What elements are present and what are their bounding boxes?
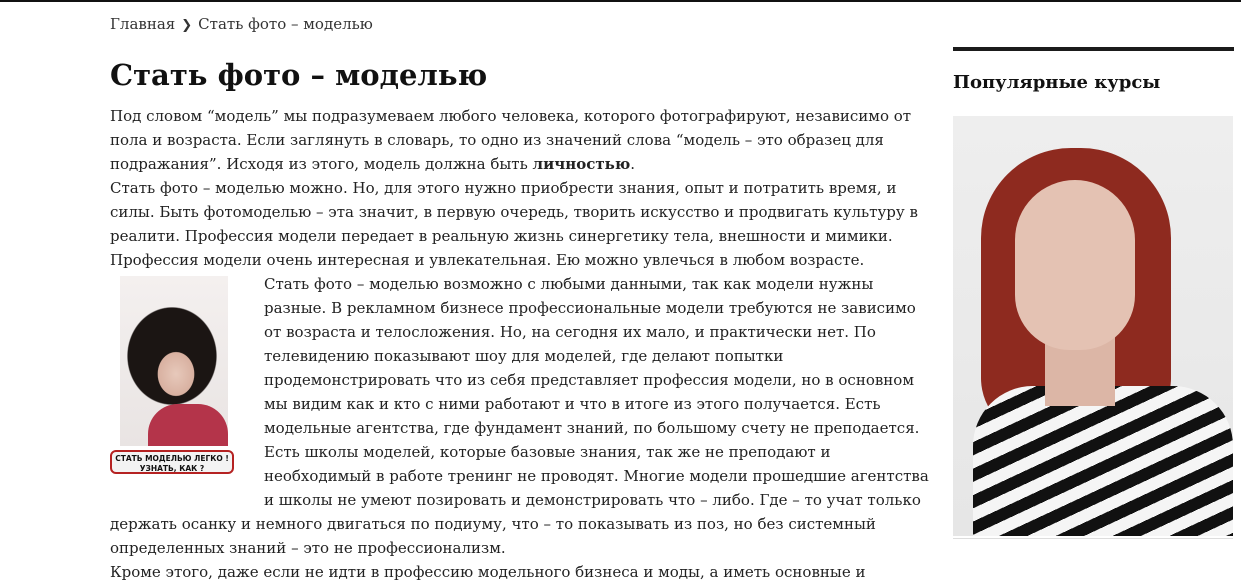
top-border [0,0,1241,2]
article-paragraph-2: Стать фото – моделью можно. Но, для этого нужно приобрести знания, опыт и потратить время, и силы. Быть фотомоделью – эта значит, в первую очередь, творить искусство и продвигать культуру в реалити. Профессия модели передает в реальную жизнь синергетику тела, внешности и мимики. Профессия модели очень интересная и увлекательная. Ею можно увлечься в любом возрасте. [110,179,918,269]
bold-word: личностью [532,155,631,173]
promo-figure[interactable] [110,276,240,492]
article-body [110,104,932,584]
promo-badge-button[interactable]: СТАТЬ МОДЕЛЬЮ ЛЕГКО ! УЗНАТЬ, КАК ? [110,450,234,474]
breadcrumb [110,15,373,33]
chevron-right-icon: ❯ [181,18,193,33]
sidebar-divider-bottom [953,538,1233,539]
sidebar-title: Популярные курсы [953,72,1161,93]
article-paragraph-4: Кроме этого, даже если не идти в профессию модельного бизнеса и моды, а иметь основные и [110,563,866,581]
page-title: Стать фото – моделью [110,58,488,92]
article-paragraph-1: Под словом “модель” мы подразумеваем любого человека, которого фотографируют, независимо от пола и возраста. Если заглянуть в словарь, то одно из значений слова “модель – это образец для подражания”. Исходя из этого, модель должна быть личностью. [110,107,912,173]
sidebar-divider [953,47,1234,51]
course-photo-large[interactable] [953,116,1233,536]
model-photo-small[interactable] [120,276,228,446]
article-paragraph-3: Стать фото – моделью возможно с любыми данными, так как модели нужны разные. В рекламном бизнесе профессиональные модели требуются не зависимо от возраста и телосложения. Но, на сегодня их мало, и практически нет. По телевидению показывают шоу для моделей, где делают попытки продемонстрировать что из себя представляет профессия модели, но в основном мы видим как и кто с ними работают и что в итоге из этого получается. Есть модельные агентства, где фундамент знаний, по большому счету не преподается. Есть школы моделей, которые базовые знания, так же не преподают и необходимый в работе тренинг не проводят. Многие модели прошедшие агентства и школы не умеют позировать и демонстрировать что – либо. Где – то учат только держать осанку и немного двигаться по подиуму, что – то показывать из поз, но без системный определенных знаний – это не профессионализм. [110,275,929,557]
breadcrumb-current: Стать фото – моделью [198,15,373,33]
breadcrumb-home-link[interactable]: Главная [110,15,176,33]
